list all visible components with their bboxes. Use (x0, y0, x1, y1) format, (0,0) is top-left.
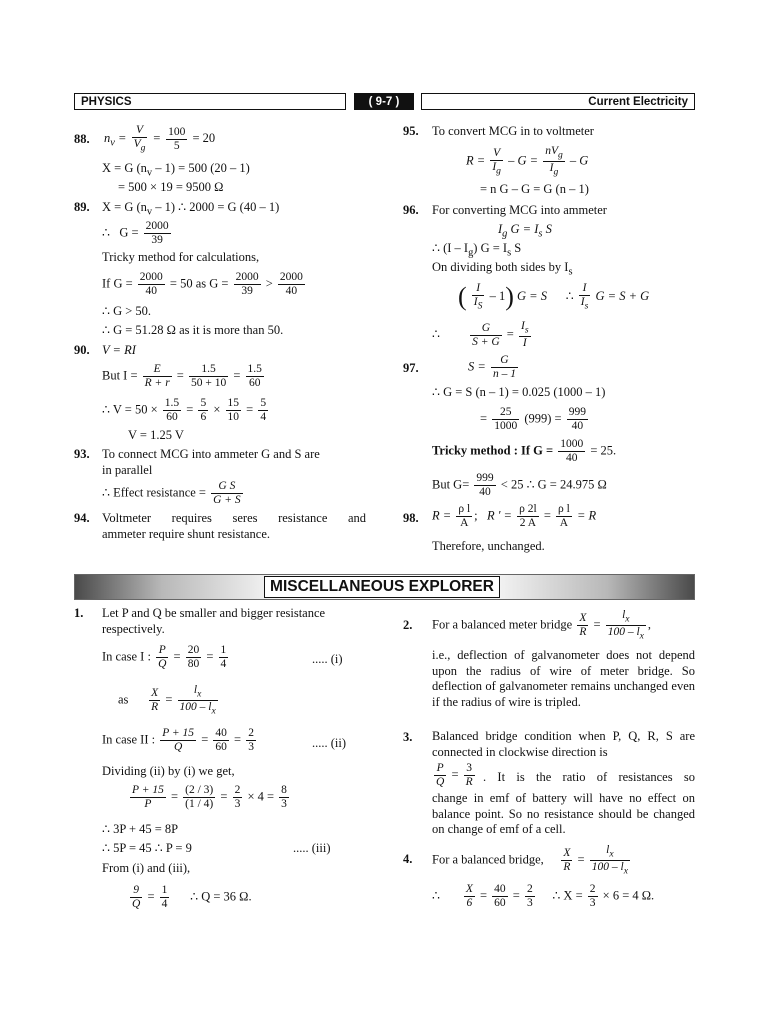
q96-text: For converting MCG into ammeter (432, 203, 607, 217)
q89-line1: X = G $(n_v - 1)$ ∴ 2000 = G (40 – 1) (102, 200, 280, 218)
m1-line8: ∴ 3P + 45 = 8P (102, 822, 179, 836)
page-number: ( 9-7 ) (354, 93, 414, 110)
m4-formula: For a balanced bridge, $\frac{X}{R}$ = $\frac{l_x}{100 - l_x}$ (432, 844, 628, 877)
m3-ratio: $\frac{P}{Q}$ = $\frac{3}{R}$ (436, 762, 473, 788)
q94-text1: Voltmeter requires seres resistance and (102, 511, 366, 525)
m1-text1: Let P and Q be smaller and bigger resistance (102, 606, 326, 620)
q90-number: 90. (74, 343, 90, 357)
q90-line1: V = RI (102, 343, 136, 357)
m1-tag-i: ..... (i) (312, 652, 343, 666)
m1-division: $\frac{P + 15}{P}$ = $\frac{(2 / 3)}{(1 / 4)}$ = $\frac{2}{3}$ × 4 = $\frac{8}{3}$ (132, 784, 287, 810)
m3-number: 3. (403, 730, 413, 744)
q90-result: V = 1.25 V (128, 428, 184, 442)
q97-line1: S = $\frac{G}{n - 1}$ (468, 354, 516, 380)
q89-line6: ∴ G = 51.28 Ω as it is more than 50. (102, 323, 284, 337)
m1-dividing: Dividing (ii) by (i) we get, (102, 764, 235, 778)
q88-eq1: $n_v$ = $\frac{V}{V_g}$ = $\frac{100}{5}$ = 20 (104, 124, 216, 154)
q89-line5: ∴ G > 50. (102, 304, 152, 318)
m1-line10: From (i) and (iii), (102, 861, 191, 875)
q97-tricky: Tricky method : If G = $\frac{1000}{40}$ = 25. (432, 438, 617, 464)
q97-but: But G= $\frac{999}{40}$ < 25 ∴ G = 24.975 Ω (432, 472, 607, 498)
q90-line3: ∴ V = 50 × $\frac{1.5}{60}$ = $\frac{5}{6}$ × $\frac{15}{10}$ = $\frac{5}{4}$ (102, 397, 267, 423)
q93-text1: To connect MCG into ammeter G and S are (102, 447, 320, 461)
m1-case2: In case II : $\frac{P + 15}{Q}$ = $\frac{40}{60}$ = $\frac{2}{3}$ (102, 727, 254, 753)
q97-number: 97. (403, 361, 419, 375)
m1-as: as $\frac{X}{R}$ = $\frac{l_x}{100 - l_x}$ (118, 684, 216, 717)
q95-text: To convert MCG in to voltmeter (432, 124, 594, 138)
m4-number: 4. (403, 852, 413, 866)
q89-line4: If G = $\frac{2000}{40}$ = 50 as G = $\frac{2000}{39}$ > $\frac{2000}{40}$ (102, 271, 303, 297)
q88-number: 88. (74, 132, 90, 146)
q97-line2: ∴ G = S (n – 1) = 0.025 (1000 – 1) (432, 385, 606, 399)
q96-line5: ( $\frac{I}{I_S}$ – 1) G = S ∴ $\frac{I}{I_s}$ G = S + G (458, 282, 650, 312)
q90-line2: But I = $\frac{E}{R + r}$ = $\frac{1.5}{50 + 10}$ = $\frac{1.5}{60}$ (102, 363, 262, 389)
q94-number: 94. (74, 511, 90, 525)
m1-tag-iii: ..... (iii) (293, 841, 331, 855)
q98-formula: R = $\frac{\text{ρ l}}{A}$ ; R ' = $\frac{\rho 2l}{2 A}$ = $\frac{\text{ρ l}}{A}$ = R (432, 503, 597, 529)
q93-formula: ∴ Effect resistance = $\frac{\text{G S}}{G + S}$ (102, 480, 241, 506)
section-title: MISCELLANEOUS EXPLORER (264, 576, 500, 598)
q95-number: 95. (403, 124, 419, 138)
q96-line6: ∴ $\frac{G}{S + G}$ = $\frac{I_s}{I}$ (432, 320, 529, 350)
q98-number: 98. (403, 511, 419, 525)
m1-tag-ii: ..... (ii) (312, 736, 347, 750)
m1-line9: ∴ 5P = 45 ∴ P = 9 (102, 841, 192, 855)
q89-number: 89. (74, 200, 90, 214)
q96-line4: On dividing both sides by $I_s$ (432, 260, 573, 278)
q88-line3: = 500 × 19 = 9500 Ω (118, 180, 224, 194)
m4-result: ∴ $\frac{X}{6}$ = $\frac{40}{60}$ = $\frac{2}{3}$ ∴ X = $\frac{2}{3}$ × 6 = 4 Ω. (432, 883, 655, 909)
q96-line3: ∴ $(I - I_g)$ $G = I_s$ S (432, 241, 522, 259)
m2-paragraph: i.e., deflection of galvanometer does not depend upon the radius of wire of meter bridge. So deflection of galvanometer remains unchanged even if the radius of wire is tripled. (432, 648, 695, 709)
m1-case1: In case I : $\frac{P}{Q}$ = $\frac{20}{80}$ = $\frac{1}{4}$ (102, 644, 227, 670)
m1-number: 1. (74, 606, 84, 620)
q89-tricky: Tricky method for calculations, (102, 250, 260, 264)
q93-number: 93. (74, 447, 90, 461)
q88-line2: X = G $(n_v - 1) = 500$ (20 – 1) (102, 161, 250, 179)
m2-formula: For a balanced meter bridge $\frac{X}{R}$ = $\frac{l_x}{100 - l_x}$ , (432, 609, 652, 642)
q94-text2: ammeter require shunt resistance. (102, 527, 270, 541)
q95-formula: R = $\frac{V}{I_g}$ – G = $\frac{nV_g}{I_g}$ – G (466, 145, 589, 178)
m1-text2: respectively. (102, 622, 165, 636)
m3-text2: . It is the ratio of resistances so (483, 770, 695, 784)
chapter-header: Current Electricity (421, 93, 695, 110)
m2-number: 2. (403, 618, 413, 632)
subject-header: PHYSICS (74, 93, 346, 110)
m3-text3: change in emf of battery will have no effect on balance point. So no resistance should be changed on change of emf of a cell. (432, 791, 695, 836)
q97-line3: = $\frac{25}{1000}$ (999) = $\frac{999}{40}$ (480, 406, 586, 432)
q95-line3: = n G – G = G (n – 1) (480, 182, 589, 196)
m3-text1: Balanced bridge condition when P, Q, R, S are connected in clockwise direction is (432, 729, 695, 759)
q96-line2: $I_g$ $G = I_s$ S (498, 222, 552, 240)
m1-final: $\frac{9}{Q}$ = $\frac{1}{4}$ ∴ Q = 36 Ω. (132, 884, 252, 910)
q93-text2: in parallel (102, 463, 153, 477)
q96-number: 96. (403, 203, 419, 217)
q98-conclusion: Therefore, unchanged. (432, 539, 545, 553)
q89-line2: ∴ G = $\frac{2000}{39}$ (102, 220, 169, 246)
